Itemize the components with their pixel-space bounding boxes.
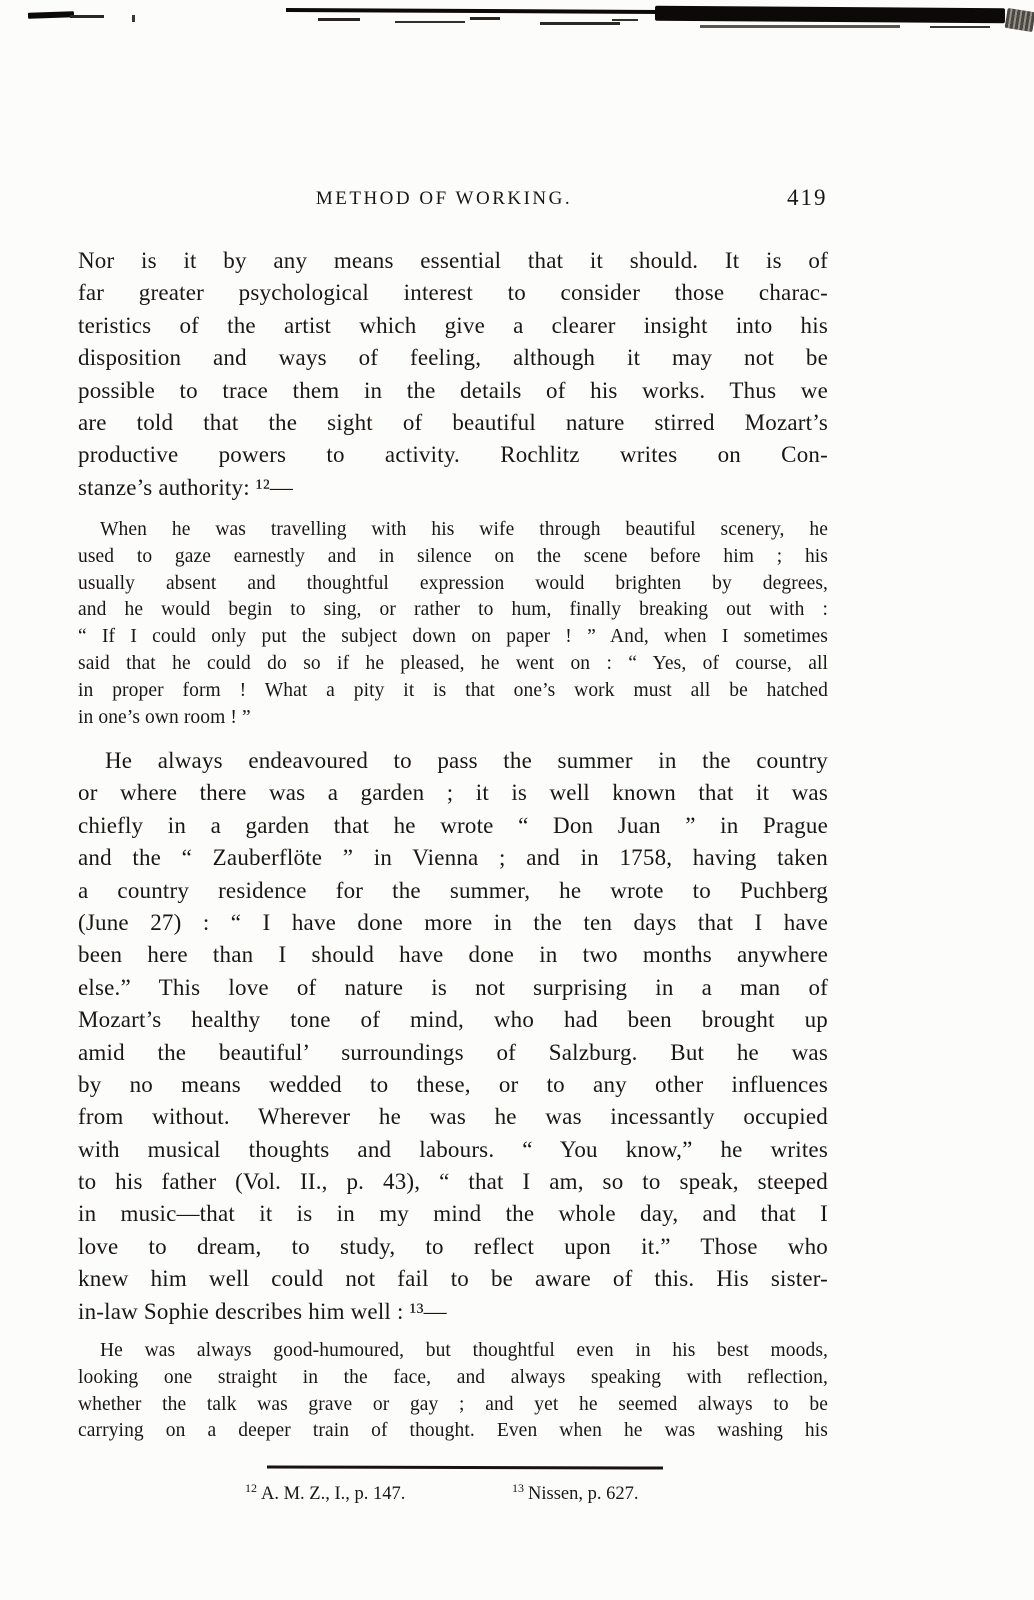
- footnote-2: [512, 1481, 639, 1505]
- text-line: knew him well could not fail to be aware of this. His sister-: [78, 1266, 828, 1292]
- scan-artifact-fragment: [930, 26, 990, 28]
- scan-artifact-fragment: [700, 25, 900, 28]
- paragraph-1: [78, 245, 828, 504]
- scan-artifact-band: [655, 6, 1005, 23]
- scan-artifact-fragment: [318, 18, 360, 21]
- running-header-title: METHOD OF WORKING.: [315, 188, 573, 209]
- text-line: said that he could do so if he pleased, he went on : “ Yes, of course, all: [78, 652, 828, 674]
- text-line: in music—that it is in my mind the whole day, and that I: [78, 1201, 828, 1227]
- text-line: productive powers to activity. Rochlitz writes on Con-: [78, 442, 828, 468]
- footnote-separator-rule: [267, 1465, 663, 1469]
- text-line: Nor is it by any means essential that it should. It is of: [78, 248, 828, 273]
- block-quote-2: [78, 1338, 828, 1445]
- text-line: a country residence for the summer, he wrote to Puchberg: [78, 877, 828, 903]
- text-line: possible to trace them in the details of his works. Thus we: [78, 377, 828, 403]
- text-line: carrying on a deeper train of thought. Even when he was washing his: [78, 1420, 828, 1442]
- text-line: He always endeavoured to pass the summer in the country: [105, 748, 828, 773]
- text-line: When he was travelling with his wife through beautiful scenery, he: [100, 519, 828, 540]
- text-line: He was always good-humoured, but thoughtful even in his best moods,: [100, 1340, 828, 1361]
- text-line: in proper form ! What a pity it is that one’s work must all be hatched: [78, 679, 828, 701]
- text-line: chiefly in a garden that he wrote “ Don Juan ” in Prague: [78, 812, 828, 838]
- text-line: to his father (Vol. II., p. 43), “ that I am, so to speak, steeped: [78, 1169, 828, 1195]
- footnote-1-marker: 12: [245, 1481, 257, 1495]
- text-line: else.” This love of nature is not surprising in a man of: [78, 974, 828, 1000]
- text-line: teristics of the artist which give a clearer insight into his: [78, 312, 828, 338]
- text-line: love to dream, to study, to reflect upon it.” Those who: [78, 1233, 828, 1259]
- text-line: looking one straight in the face, and always speaking with reflection,: [78, 1366, 828, 1388]
- text-line: stanze’s authority: ¹²—: [78, 474, 294, 500]
- scan-artifact-dash: [28, 11, 74, 19]
- text-line: “ If I could only put the subject down on paper ! ” And, when I sometimes: [78, 626, 828, 648]
- scan-artifact-fragment: [612, 19, 638, 21]
- scan-artifact-fragment: [395, 21, 465, 23]
- text-line: are told that the sight of beautiful nature stirred Mozart’s: [78, 409, 828, 435]
- text-line: far greater psychological interest to consider those charac-: [78, 280, 828, 306]
- footnote-2-text: Nissen, p. 627.: [528, 1484, 639, 1505]
- scan-artifact-fragment: [470, 17, 500, 20]
- footnote-2-marker: 13: [512, 1481, 524, 1495]
- text-line: or where there was a garden ; it is well known that it was: [78, 780, 828, 806]
- text-line: whether the talk was grave or gay ; and yet he seemed always to be: [78, 1393, 828, 1415]
- text-line: and he would begin to sing, or rather to hum, finally breaking out with :: [78, 599, 828, 621]
- footnote-1: [245, 1481, 405, 1505]
- scan-artifact-speck: [132, 15, 135, 22]
- text-line: disposition and ways of feeling, although it may not be: [78, 345, 828, 371]
- text-line: in one’s own room ! ”: [78, 706, 251, 728]
- text-line: with musical thoughts and labours. “ You know,” he writes: [78, 1136, 828, 1162]
- text-line: usually absent and thoughtful expression would brighten by degrees,: [78, 572, 828, 594]
- text-line: used to gaze earnestly and in silence on the scene before him ; his: [78, 545, 828, 567]
- scan-artifact-dash: [70, 15, 104, 18]
- text-line: (June 27) : “ I have done more in the ten days that I have: [78, 909, 828, 935]
- text-line: been here than I should have done in two months anywhere: [78, 942, 828, 968]
- scan-artifact-fragment: [540, 22, 620, 25]
- text-line: from without. Wherever he was he was incessantly occupied: [78, 1104, 828, 1130]
- block-quote-1: [78, 517, 828, 731]
- text-line: amid the beautiful’ surroundings of Salzburg. But he was: [78, 1039, 828, 1065]
- running-header: [78, 185, 828, 218]
- scan-artifact-blob: [1005, 8, 1034, 32]
- page-number: 419: [787, 185, 828, 210]
- text-line: by no means wedded to these, or to any other influences: [78, 1071, 828, 1097]
- paragraph-2: [78, 745, 828, 1328]
- footnote-1-text: A. M. Z., I., p. 147.: [261, 1484, 406, 1505]
- text-line: and the “ Zauberflöte ” in Vienna ; and in 1758, having taken: [78, 845, 828, 871]
- text-line: Mozart’s healthy tone of mind, who had been brought up: [78, 1007, 828, 1033]
- text-line: in-law Sophie describes him well : ¹³—: [78, 1298, 447, 1324]
- scan-artifact-band: [286, 8, 666, 14]
